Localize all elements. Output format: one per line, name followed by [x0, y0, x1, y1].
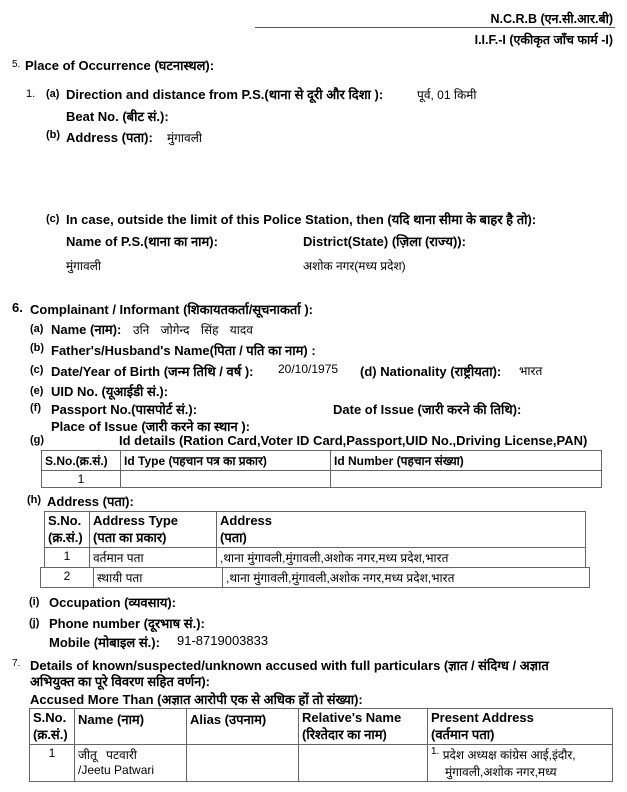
accused-row1-relative [299, 745, 428, 782]
addr-col-type [90, 512, 217, 548]
dob-value: 20/10/1975 [278, 362, 339, 376]
accused-col-alias: Alias (उपनाम) [187, 709, 299, 745]
mobile-label: Mobile (मोबाइल सं.): [49, 635, 160, 650]
passport-label: Passport No.(पासपोर्ट सं.): [51, 402, 198, 417]
sec7-title-line2: अभियुक्त का पूरे विवरण सहित वर्णन): [30, 674, 210, 689]
ps-name-value: मुंगावली [66, 259, 101, 273]
table-row [45, 548, 586, 568]
addr-row1-type: वर्तमान पता [90, 548, 217, 568]
mobile-value: 91-8719003833 [177, 633, 269, 648]
accused-row1-address-line1 [431, 746, 609, 763]
header-iif: I.I.F.-I (एकीकृत जाँच फार्म -I) [474, 33, 613, 47]
id-col-type: Id Type (पहचान पत्र का प्रकार) [121, 451, 331, 471]
accused-row1-address-text1: प्रदेश अध्यक्ष कांग्रेस आई,इंदौर, [442, 748, 576, 762]
id-row-sno: 1 [42, 471, 121, 488]
accused-col-sno-hi: (क्र.सं.) [33, 727, 68, 742]
nationality-label: (d) Nationality (राष्ट्रीयता): [360, 364, 502, 379]
sec6-a-mark: (a) [30, 323, 44, 335]
addr-col-address-hi: (पता) [220, 530, 247, 545]
addr-col-sno-hi: (क्र.सं.) [48, 530, 83, 545]
date-of-issue-label: Date of Issue (जारी करने की तिथि): [333, 402, 522, 417]
sec5-title: Place of Occurrence (घटनास्थल): [25, 58, 215, 73]
father-name-label: Father's/Husband's Name(पिता / पति का नाम) : [51, 343, 316, 358]
complainant-name-value: उनि जोगेन्द सिंह यादव [133, 323, 253, 337]
addr-col-address-en: Address [220, 513, 273, 528]
sec6-c-mark: (c) [30, 364, 44, 376]
direction-label: Direction and distance from P.S.(थाना से दूरी और दिशा ): [66, 87, 384, 102]
accused-col-sno [30, 709, 75, 745]
address-value: मुंगावली [167, 131, 202, 145]
accused-row1-address-line2: मुंगावली,अशोक नगर,मध्य [445, 765, 557, 779]
sec6-i-mark: (i) [29, 596, 40, 608]
id-row-type [121, 471, 331, 488]
table-row [30, 745, 613, 782]
sec6-title: Complainant / Informant (शिकायतकर्ता/सूचनाकर्ता ): [30, 302, 313, 317]
phone-label: Phone number (दूरभाष सं.): [49, 616, 205, 631]
table-row [41, 568, 590, 588]
header-divider [255, 27, 615, 28]
uid-label: UID No. (यूआईडी सं.): [51, 384, 169, 399]
occupation-label: Occupation (व्यवसाय): [49, 595, 177, 610]
accused-col-relative [299, 709, 428, 745]
accused-row1-sno: 1 [30, 745, 75, 782]
id-details-title: Id details (Ration Card,Voter ID Card,Passport,UID No.,Driving License,PAN) [119, 433, 588, 448]
address-table-row2 [40, 567, 590, 588]
sec6-b-mark: (b) [30, 342, 45, 354]
accused-col-address-hi: (वर्तमान पता) [431, 727, 495, 742]
accused-col-relative-en: Relative's Name [302, 710, 402, 725]
addr-row1-address: ,थाना मुंगावली,मुंगावली,अशोक नगर,मध्य प्रदेश,भारत [217, 548, 586, 568]
sec6-g-mark: (g) [30, 434, 45, 446]
addr-col-sno-en: S.No. [48, 513, 82, 528]
addr-col-sno [45, 512, 90, 548]
addr-row2-address: ,थाना मुंगावली,मुंगावली,अशोक नगर,मध्य प्रदेश,भारत [223, 568, 590, 588]
sec6-f-mark: (f) [30, 402, 41, 414]
sec6-e-mark: (e) [30, 385, 44, 397]
accused-row1-name-en: /Jeetu Patwari [78, 763, 155, 777]
ps-name-label: Name of P.S.(थाना का नाम): [66, 234, 218, 249]
accused-col-sno-en: S.No. [33, 710, 67, 725]
accused-row1-alias [187, 745, 299, 782]
address-label: Address (पता): [66, 130, 153, 145]
sec5-number: 5. [12, 59, 21, 70]
addr-row2-sno: 2 [41, 568, 94, 588]
accused-row1-name-hi: जीतू पटवारी [78, 748, 137, 762]
sec5-c-mark: (c) [46, 213, 60, 225]
beat-label: Beat No. (बीट सं.): [66, 109, 169, 124]
id-col-sno: S.No.(क्र.सं.) [42, 451, 121, 471]
sec7-title-line1: Details of known/suspected/unknown accused with full particulars (ज्ञात / संदिग्ध / अज्ञात [30, 658, 549, 673]
addr-row2-type: स्थायी पता [94, 568, 223, 588]
header-ncrb: N.C.R.B (एन.सी.आर.बी) [490, 12, 613, 26]
accused-col-name: Name (नाम) [75, 709, 187, 745]
addr-row1-sno: 1 [45, 548, 90, 568]
id-col-number: Id Number (पहचान संख्या) [331, 451, 602, 471]
accused-row1-name [75, 745, 187, 782]
complainant-name-label: Name (नाम): [51, 322, 122, 337]
direction-value: पूर्व, 01 किमी [417, 88, 477, 102]
addr-col-address [217, 512, 586, 548]
sec6-h-mark: (h) [27, 494, 42, 506]
id-row-number [331, 471, 602, 488]
accused-row1-address-num: 1. [431, 746, 440, 757]
nationality-value: भारत [519, 364, 543, 378]
accused-col-address-en: Present Address [431, 710, 534, 725]
sec6-j-mark: (j) [29, 617, 40, 629]
address-table-title: Address (पता): [47, 494, 134, 509]
sec5-b-mark: (b) [46, 129, 61, 141]
sec5-a-mark: (a) [46, 88, 60, 100]
accused-col-relative-hi: (रिश्तेदार का नाम) [302, 727, 387, 742]
addr-col-type-en: Address Type [93, 513, 179, 528]
table-row [42, 471, 602, 488]
district-value: अशोक नगर(मध्य प्रदेश) [303, 259, 406, 273]
accused-row1-address [428, 745, 613, 782]
accused-table [29, 708, 613, 782]
addr-col-type-hi: (पता का प्रकार) [93, 530, 167, 545]
outside-limit-label: In case, outside the limit of this Police Station, then (यदि थाना सीमा के बाहर है तो): [66, 212, 537, 227]
id-details-table [41, 450, 602, 488]
sec5-item1-number: 1. [26, 88, 36, 100]
sec6-number: 6. [12, 300, 23, 315]
accused-col-address [428, 709, 613, 745]
place-of-issue-label: Place of Issue (जारी करने का स्थान ): [51, 419, 251, 434]
address-table [44, 511, 586, 568]
district-label: District(State) (ज़िला (राज्य)): [303, 234, 466, 249]
sec7-number: 7. [12, 658, 21, 669]
dob-label: Date/Year of Birth (जन्म तिथि / वर्ष ): [51, 364, 254, 379]
accused-more-than-label: Accused More Than (अज्ञात आरोपी एक से अधिक हों तो संख्या): [30, 692, 363, 707]
